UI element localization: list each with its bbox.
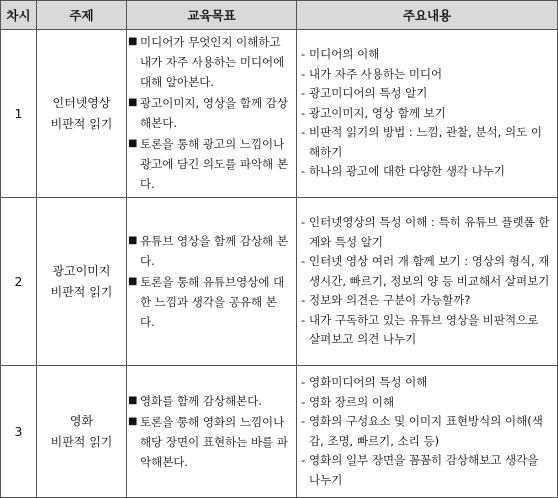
goal-text: 토론을 통해 영화의 느낌이나 해당 장면이 표현하는 바를 파악해본다. [140,414,288,469]
dash-bullet-icon: - [301,394,306,409]
topic-cell [37,198,127,366]
dash-bullet-icon: - [301,453,306,467]
square-bullet-icon: ■ [128,138,138,149]
topic-line: 광고이미지 [52,263,111,278]
header-session: 차시 [1,1,37,30]
content-item [297,291,557,311]
dash-bullet-icon: - [301,312,306,327]
topic-cell [37,366,127,498]
dash-bullet-icon: - [301,125,306,140]
dash-bullet-icon: - [301,105,306,120]
session-number: 1 [1,30,37,198]
square-bullet-icon: ■ [128,36,138,47]
topic-line: 인터넷영상 [52,95,111,110]
contents-cell [297,198,558,366]
goal-item [127,391,296,411]
content-text: 영화미디어의 특성 이해 [309,375,428,389]
square-bullet-icon: ■ [128,394,138,406]
goal-item [127,93,296,133]
content-item [297,162,557,182]
topic-line: 비판적 읽기 [50,116,113,131]
content-text: 정보와 의견은 구분이 가능할까? [309,293,471,308]
goal-text: 미디어가 무엇인지 이해하고 내가 자주 사용하는 미디어에 대해 알아본다. [140,35,285,89]
topic-line: 비판적 읽기 [50,434,113,449]
goal-item [127,412,296,472]
goal-item [127,231,296,271]
content-text: 영화의 일부 장면을 꼼꼼히 감상해보고 생각을 나누기 [309,453,539,487]
content-item [297,104,557,124]
content-text: 인터넷 영상 여러 개 함께 보기 : 영상의 형식, 재생시간, 빠르기, 정보의 양 등 비교해서 살펴보기 [309,254,550,288]
dash-bullet-icon: - [301,414,306,428]
dash-bullet-icon: - [301,375,306,389]
content-text: 광고이미지, 영상 함께 보기 [309,105,446,120]
session-number: 3 [1,366,37,498]
content-item [297,213,557,252]
content-item [297,252,557,291]
square-bullet-icon: ■ [128,415,138,427]
session-number: 2 [1,198,37,366]
content-item [297,311,557,350]
table-row [1,198,558,366]
table-row [1,30,558,198]
table-row [1,366,558,498]
dash-bullet-icon: - [301,215,306,230]
goals-cell [127,198,297,366]
topic-cell [37,30,127,198]
goal-text: 광고이미지, 영상을 함께 감상해본다. [140,96,288,130]
goal-item [127,32,296,92]
topic-line: 비판적 읽기 [50,284,113,299]
content-item [297,373,557,393]
content-item [297,84,557,104]
dash-bullet-icon: - [301,66,306,81]
square-bullet-icon: ■ [128,97,138,108]
header-row [1,1,558,30]
header-topic: 주제 [37,1,127,30]
content-text: 하나의 광고에 대한 다양한 생각 나누기 [309,164,506,179]
dash-bullet-icon: - [301,47,306,62]
content-text: 영화의 구성요소 및 이미지 표현방식의 이해(색감, 조명, 빠르기, 소리 등) [309,414,543,448]
content-item [297,123,557,162]
goals-cell [127,366,297,498]
dash-bullet-icon: - [301,164,306,179]
contents-cell [297,30,558,198]
topic-line: 영화 [69,413,94,428]
content-text: 광고미디어의 특성 알기 [309,86,428,101]
content-item [297,412,557,451]
content-item [297,65,557,85]
goal-text: 영화를 함께 감상해본다. [140,393,263,408]
content-text: 인터넷영상의 특성 이해 : 특히 유튜브 플랫폼 한계와 특성 알기 [309,215,550,249]
content-item [297,451,557,490]
content-text: 내가 자주 사용하는 미디어 [309,66,443,81]
header-goals: 교육목표 [127,1,297,30]
goal-item [127,272,296,332]
content-text: 미디어의 이해 [309,47,380,62]
dash-bullet-icon: - [301,254,306,269]
content-text: 비판적 읽기의 방법 : 느낌, 관찰, 분석, 의도 이해하기 [309,125,542,159]
square-bullet-icon: ■ [128,234,138,246]
dash-bullet-icon: - [301,293,306,308]
content-item [297,393,557,413]
contents-cell [297,366,558,498]
goal-text: 유튜브 영상을 함께 감상해 본다. [140,233,288,268]
goal-text: 토론을 통해 유튜브영상에 대한 느낌과 생각을 공유해 본다. [140,274,285,329]
content-text: 내가 구독하고 있는 유튜브 영상을 비판적으로 살펴보고 의견 나누기 [309,312,539,347]
goals-cell [127,30,297,198]
square-bullet-icon: ■ [128,275,138,287]
content-text: 영화 장르의 이해 [309,394,395,409]
header-contents: 주요내용 [297,1,558,30]
goal-item [127,134,296,194]
dash-bullet-icon: - [301,86,306,101]
goal-text: 토론을 통해 광고의 느낌이나 광고에 담긴 의도를 파악해 본다. [140,137,288,191]
content-item [297,45,557,65]
